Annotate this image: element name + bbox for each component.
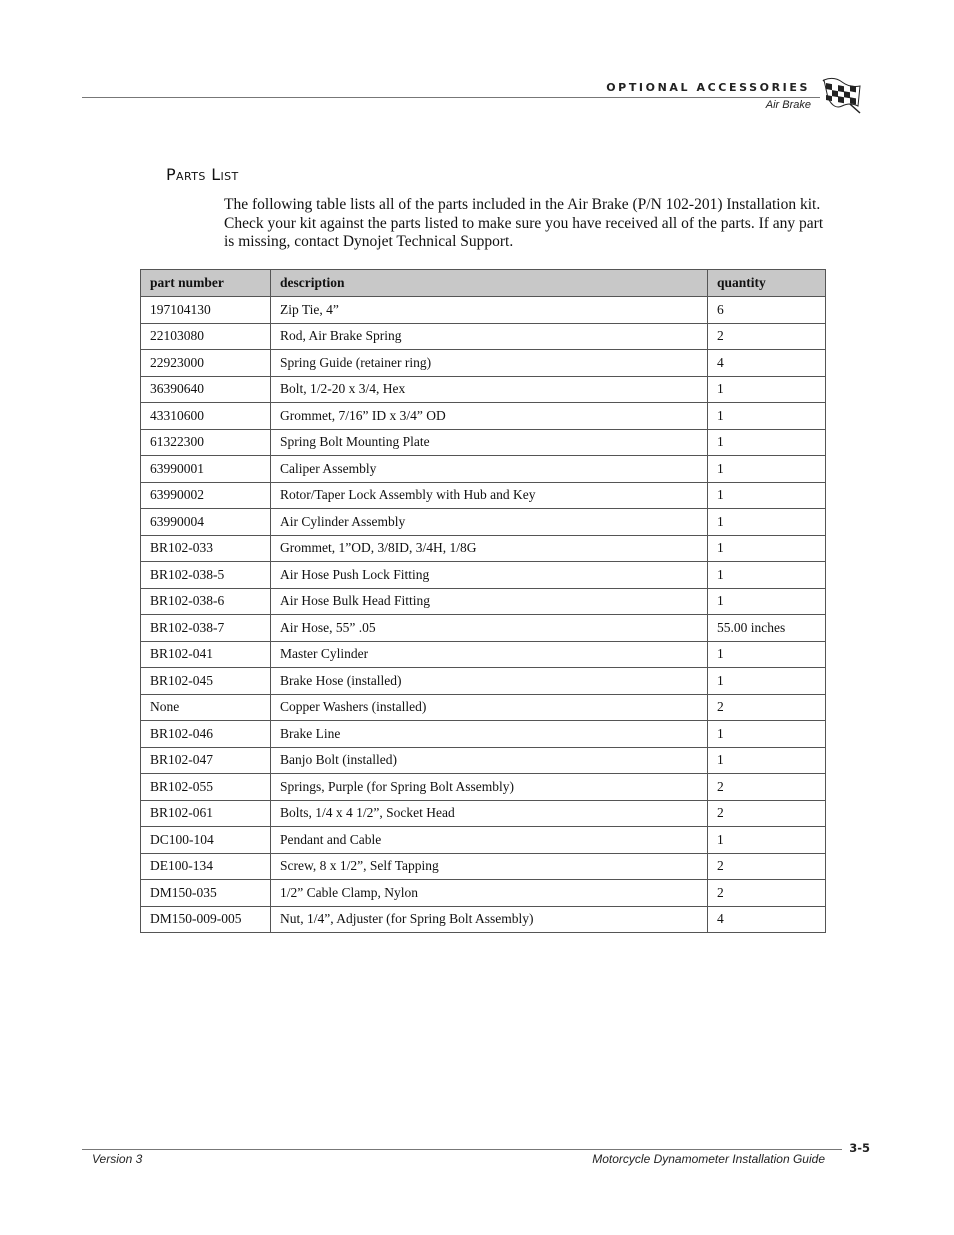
quantity-cell: 1: [708, 641, 826, 668]
part-number-cell: BR102-047: [141, 747, 271, 774]
quantity-cell: 2: [708, 323, 826, 350]
description-cell: Brake Line: [271, 721, 708, 748]
quantity-cell: 4: [708, 906, 826, 933]
part-number-cell: 22103080: [141, 323, 271, 350]
table-row: [141, 800, 826, 827]
quantity-cell: 2: [708, 694, 826, 721]
description-cell: Grommet, 1”OD, 3/8ID, 3/4H, 1/8G: [271, 535, 708, 562]
part-number-cell: BR102-038-5: [141, 562, 271, 589]
quantity-cell: 1: [708, 588, 826, 615]
description-cell: Bolts, 1/4 x 4 1/2”, Socket Head: [271, 800, 708, 827]
quantity-cell: 55.00 inches: [708, 615, 826, 642]
parts-table-body: [141, 297, 826, 933]
quantity-cell: 1: [708, 482, 826, 509]
part-number-cell: BR102-038-7: [141, 615, 271, 642]
section-title: Parts List: [166, 165, 239, 184]
footer-rule: [82, 1149, 842, 1150]
part-number-cell: 22923000: [141, 350, 271, 377]
quantity-cell: 1: [708, 376, 826, 403]
description-cell: Grommet, 7/16” ID x 3/4” OD: [271, 403, 708, 430]
part-number-cell: 43310600: [141, 403, 271, 430]
table-row: [141, 535, 826, 562]
footer-guide-title: Motorcycle Dynamometer Installation Guide: [592, 1152, 825, 1166]
table-row: [141, 562, 826, 589]
part-number-cell: BR102-041: [141, 641, 271, 668]
table-row: [141, 880, 826, 907]
quantity-cell: 2: [708, 853, 826, 880]
quantity-cell: 1: [708, 562, 826, 589]
part-number-cell: BR102-033: [141, 535, 271, 562]
parts-table: [140, 269, 826, 933]
part-number-cell: 197104130: [141, 297, 271, 324]
column-header-description: description: [271, 270, 708, 297]
part-number-cell: 61322300: [141, 429, 271, 456]
part-number-cell: DM150-035: [141, 880, 271, 907]
quantity-cell: 1: [708, 535, 826, 562]
description-cell: Banjo Bolt (installed): [271, 747, 708, 774]
description-cell: 1/2” Cable Clamp, Nylon: [271, 880, 708, 907]
table-row: [141, 323, 826, 350]
quantity-cell: 1: [708, 509, 826, 536]
quantity-cell: 1: [708, 668, 826, 695]
table-row: [141, 641, 826, 668]
part-number-cell: DC100-104: [141, 827, 271, 854]
description-cell: Air Cylinder Assembly: [271, 509, 708, 536]
description-cell: Caliper Assembly: [271, 456, 708, 483]
quantity-cell: 1: [708, 747, 826, 774]
description-cell: Brake Hose (installed): [271, 668, 708, 695]
parts-table-header: [141, 270, 826, 297]
description-cell: Rod, Air Brake Spring: [271, 323, 708, 350]
part-number-cell: DE100-134: [141, 853, 271, 880]
column-header-part-number: part number: [141, 270, 271, 297]
column-header-quantity: quantity: [708, 270, 826, 297]
checkered-flag-icon: [820, 76, 866, 114]
table-row: [141, 721, 826, 748]
quantity-cell: 2: [708, 800, 826, 827]
part-number-cell: 63990004: [141, 509, 271, 536]
description-cell: Air Hose Push Lock Fitting: [271, 562, 708, 589]
part-number-cell: 63990001: [141, 456, 271, 483]
description-cell: Air Hose Bulk Head Fitting: [271, 588, 708, 615]
quantity-cell: 1: [708, 721, 826, 748]
table-row: [141, 403, 826, 430]
part-number-cell: BR102-046: [141, 721, 271, 748]
table-row: [141, 588, 826, 615]
table-header-row: [141, 270, 826, 297]
part-number-cell: BR102-045: [141, 668, 271, 695]
table-row: [141, 297, 826, 324]
part-number-cell: BR102-038-6: [141, 588, 271, 615]
part-number-cell: 36390640: [141, 376, 271, 403]
part-number-cell: BR102-061: [141, 800, 271, 827]
description-cell: Air Hose, 55” .05: [271, 615, 708, 642]
description-cell: Spring Bolt Mounting Plate: [271, 429, 708, 456]
description-cell: Zip Tie, 4”: [271, 297, 708, 324]
description-cell: Copper Washers (installed): [271, 694, 708, 721]
part-number-cell: BR102-055: [141, 774, 271, 801]
header-rule: [82, 97, 820, 98]
quantity-cell: 1: [708, 827, 826, 854]
table-row: [141, 456, 826, 483]
table-row: [141, 482, 826, 509]
table-row: [141, 694, 826, 721]
header-section-title: OPTIONAL ACCESSORIES: [606, 81, 810, 94]
description-cell: Spring Guide (retainer ring): [271, 350, 708, 377]
table-row: [141, 509, 826, 536]
description-cell: Master Cylinder: [271, 641, 708, 668]
intro-paragraph: The following table lists all of the parts included in the Air Brake (P/N 102-201) Installation kit. Check your kit against the parts listed to make sure you have received all of the parts. If any part is missing, contact Dynojet Technical Support.: [224, 196, 824, 251]
quantity-cell: 2: [708, 774, 826, 801]
part-number-cell: DM150-009-005: [141, 906, 271, 933]
table-row: [141, 376, 826, 403]
table-row: [141, 906, 826, 933]
table-row: [141, 615, 826, 642]
description-cell: Nut, 1/4”, Adjuster (for Spring Bolt Assembly): [271, 906, 708, 933]
quantity-cell: 2: [708, 880, 826, 907]
table-row: [141, 853, 826, 880]
table-row: [141, 429, 826, 456]
quantity-cell: 1: [708, 456, 826, 483]
table-row: [141, 774, 826, 801]
quantity-cell: 6: [708, 297, 826, 324]
header-subsection-title: Air Brake: [765, 99, 811, 111]
description-cell: Screw, 8 x 1/2”, Self Tapping: [271, 853, 708, 880]
quantity-cell: 4: [708, 350, 826, 377]
table-row: [141, 668, 826, 695]
description-cell: Bolt, 1/2-20 x 3/4, Hex: [271, 376, 708, 403]
page-number: 3-5: [849, 1141, 870, 1155]
footer-version: Version 3: [92, 1152, 143, 1166]
description-cell: Pendant and Cable: [271, 827, 708, 854]
part-number-cell: 63990002: [141, 482, 271, 509]
quantity-cell: 1: [708, 403, 826, 430]
table-row: [141, 747, 826, 774]
table-row: [141, 827, 826, 854]
quantity-cell: 1: [708, 429, 826, 456]
description-cell: Springs, Purple (for Spring Bolt Assembly): [271, 774, 708, 801]
description-cell: Rotor/Taper Lock Assembly with Hub and Key: [271, 482, 708, 509]
part-number-cell: None: [141, 694, 271, 721]
table-row: [141, 350, 826, 377]
